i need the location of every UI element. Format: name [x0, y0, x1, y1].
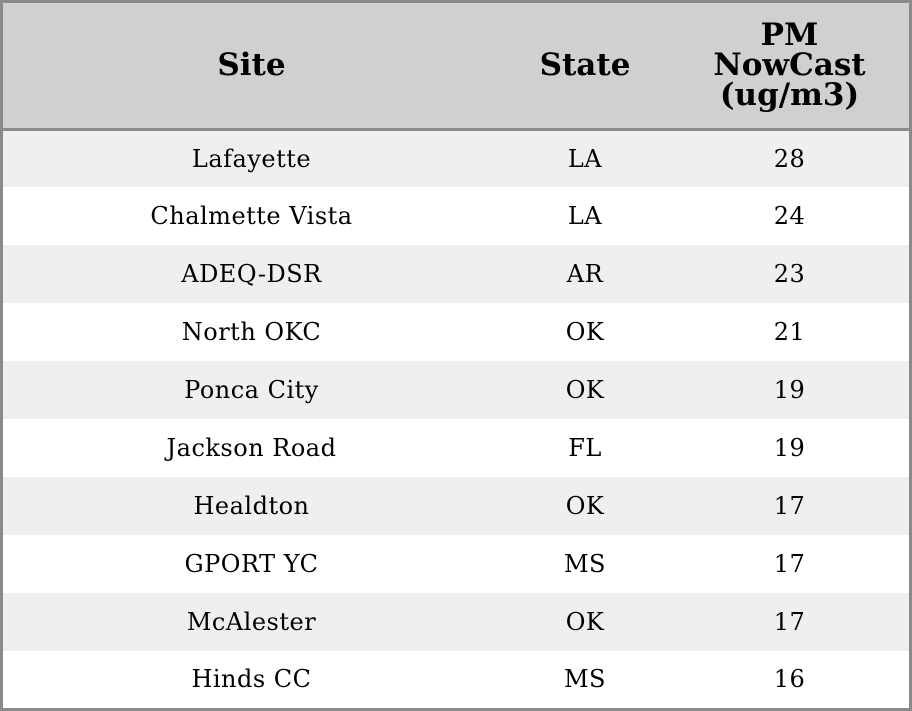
cell-pm: 17 [773, 492, 806, 520]
table-row [3, 129, 909, 187]
cell-state: MS [563, 550, 606, 578]
cell-pm: 24 [773, 202, 806, 230]
cell-pm: 17 [773, 550, 806, 578]
cell-pm: 17 [773, 608, 806, 636]
table-row [3, 477, 909, 535]
cell-pm: 19 [773, 434, 806, 462]
table-row [3, 187, 909, 245]
cell-site: GPORT YC [184, 550, 319, 578]
table-row [3, 651, 909, 707]
cell-site: Ponca City [184, 376, 319, 404]
cell-site: Healdton [193, 492, 310, 520]
table-body [3, 129, 909, 707]
cell-state: LA [567, 202, 603, 230]
cell-site: Hinds CC [191, 665, 312, 693]
cell-site: ADEQ-DSR [181, 260, 322, 288]
table-row [3, 593, 909, 651]
table-row [3, 303, 909, 361]
header-pm-line-1: PM [760, 17, 819, 54]
cell-site: North OKC [181, 318, 322, 346]
cell-state: AR [566, 260, 604, 288]
cell-state: OK [565, 608, 605, 636]
pm-nowcast-table [3, 3, 909, 707]
cell-site: Chalmette Vista [150, 202, 353, 230]
header-pm-nowcast [670, 3, 909, 129]
cell-pm: 19 [773, 376, 806, 404]
cell-pm: 21 [773, 318, 806, 346]
cell-state: OK [565, 492, 605, 520]
header-state: State [500, 3, 670, 129]
cell-site: McAlester [186, 608, 317, 636]
cell-state: OK [565, 376, 605, 404]
header-row [3, 3, 909, 129]
cell-site: Lafayette [191, 144, 312, 173]
table-row [3, 419, 909, 477]
table-row [3, 245, 909, 303]
cell-state: FL [568, 434, 602, 462]
cell-pm: 16 [773, 665, 806, 693]
table-row [3, 361, 909, 419]
table-header [3, 3, 909, 129]
cell-state: LA [567, 144, 603, 173]
header-pm-line-3: (ug/m3) [719, 77, 860, 114]
cell-pm: 28 [773, 144, 806, 173]
cell-site: Jackson Road [166, 434, 337, 462]
cell-state: OK [565, 318, 605, 346]
header-pm-line-2: NowCast [713, 47, 866, 84]
table-row [3, 535, 909, 593]
header-site: Site [3, 3, 500, 129]
cell-pm: 23 [773, 260, 806, 288]
cell-state: MS [563, 665, 606, 693]
